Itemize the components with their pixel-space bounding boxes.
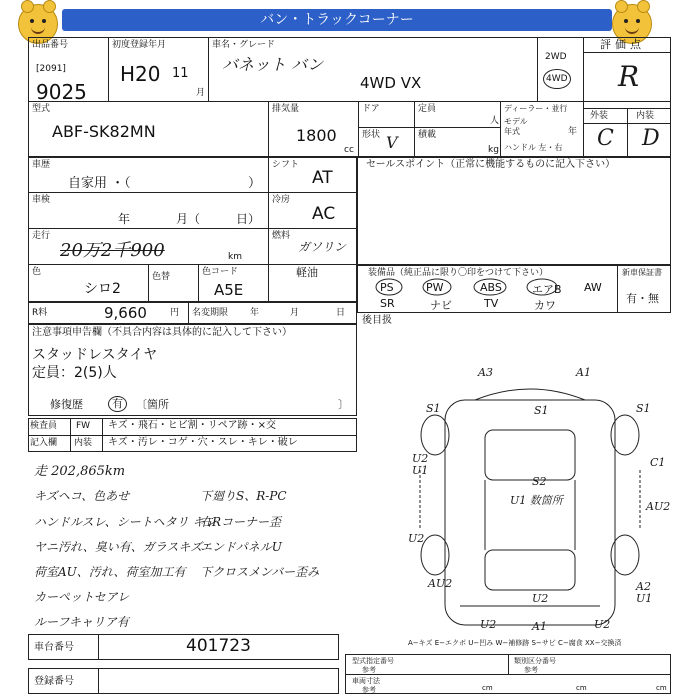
cert-dims: 車両寸法 <box>352 677 380 685</box>
inspector-label: 検査員 <box>30 421 58 431</box>
mark-u2-bottom: U2 <box>532 592 549 605</box>
equip-leather: カワ <box>534 299 556 312</box>
inspector-note-r0: 下廻りS、R-PC <box>200 489 287 503</box>
model-grade-label: 車名・グレード <box>212 40 276 50</box>
chassis-block <box>28 634 339 660</box>
repair-close: 〕 <box>338 398 349 411</box>
sales-block <box>357 157 671 265</box>
rating-ext: C <box>597 126 614 151</box>
name-change-label: 名変期限 <box>192 308 229 318</box>
mark-u2-bl: U2 <box>480 618 497 631</box>
repair-value: 有 <box>108 396 127 412</box>
mileage-label: 走行 <box>32 231 51 241</box>
history-label: 車歴 <box>32 160 51 170</box>
name-change-month: 月 <box>290 308 300 318</box>
drive-2wd: 2WD <box>545 52 567 62</box>
displacement-value: 1800 <box>296 126 337 145</box>
color-change-label: 色替 <box>152 272 171 282</box>
chassis-value: 401723 <box>186 636 251 656</box>
fuel-label: 燃料 <box>272 231 291 241</box>
mark-u2-left2: U2 <box>408 532 425 545</box>
recycle-label: 新車保証書 <box>622 268 662 277</box>
mark-a1-top: A1 <box>576 366 591 379</box>
mark-c1: C1 <box>650 456 666 469</box>
price-unit: 円 <box>170 308 180 318</box>
inspector-note-6: ルーフキャリア有 <box>34 615 129 629</box>
equip-navi: ナビ <box>430 299 452 312</box>
rating-value: R <box>618 60 640 93</box>
cert-label2: 類別区分番号 <box>514 657 556 665</box>
page-title: バン・トラックコーナー <box>62 9 612 31</box>
mark-s2: S2 <box>532 475 547 488</box>
notes-label: 注意事項申告欄（不具合内容は具体的に記入して下さい） <box>32 327 292 338</box>
reg-label: 登録番号 <box>34 676 74 687</box>
inspector-note-r3: 下クロスメンバー歪み <box>200 565 320 579</box>
inspector-note-5: カーペットセアレ <box>34 590 130 604</box>
equip-aw: AW <box>584 281 602 294</box>
repair-label: 修復歴 <box>50 398 83 411</box>
load-unit: kg <box>488 145 499 155</box>
rating-int-label: 内装 <box>636 111 655 121</box>
sales-label: セールスポイント（正常に機能するものに記入下さい） <box>366 159 616 170</box>
reg-block <box>28 668 339 694</box>
lot-label: 出品番号 <box>32 40 69 50</box>
entry-label: 記入欄 <box>30 438 58 448</box>
mark-a1-bottom: A1 <box>532 620 547 633</box>
mark-a3: A3 <box>478 366 493 379</box>
color-code-label: 色コード <box>202 267 239 277</box>
damage-legend: A−キズ E−エクボ U−凹み W−補修跡 S−サビ C−腐食 XX−交換済 <box>408 639 622 647</box>
color-value: シロ2 <box>84 281 121 297</box>
load-label: 積載 <box>418 130 437 140</box>
chassis-label: 車台番号 <box>34 642 74 653</box>
inspector-note-r2: エンドパネルU <box>200 540 282 554</box>
displacement-label: 排気量 <box>272 104 300 114</box>
type-label: 型式 <box>32 104 51 114</box>
doors-label: ドア <box>362 104 380 114</box>
inspector-note-1: キズヘコ、色あせ <box>34 489 130 503</box>
inspect-row2: キズ・汚レ・コゲ・穴・スレ・キレ・破レ <box>108 437 298 448</box>
interior-label: 内装 <box>74 438 93 448</box>
mark-u2-br: U2 <box>594 618 611 631</box>
mark-u1-many: U1 数箇所 <box>510 494 563 507</box>
mileage-unit: km <box>228 252 242 262</box>
mark-au2-right: AU2 <box>646 500 671 513</box>
mark-u2-left: U2 <box>412 452 429 465</box>
repair-suffix: 〔箇所 <box>136 398 169 411</box>
first-reg-label: 初度登録年月 <box>112 40 167 50</box>
rear-seat-label: 後目扱 <box>362 315 392 326</box>
history-value: 自家用 ・（ <box>68 176 131 191</box>
capacity-label: 定員 <box>418 104 437 114</box>
cert-unit-2: cm <box>576 684 587 692</box>
cert-ref2: 参考 <box>524 666 538 674</box>
inspector-note-0: 走 202,865km <box>34 464 126 479</box>
mileage-value: 20万2千900 <box>60 240 165 261</box>
mark-s1-left: S1 <box>426 402 441 415</box>
fuel-diesel: 軽油 <box>296 266 318 279</box>
equip-airbag: エアB <box>532 283 562 296</box>
price-label: R料 <box>32 308 48 318</box>
equip-pw: PW <box>426 281 444 294</box>
inspection-month: 月（ <box>176 212 201 226</box>
inspector-note-4: 荷室AU、汚れ、荷室加工有 <box>34 565 186 579</box>
equipment-label: 装備品（純正品に限り〇印をつけて下さい） <box>368 268 549 278</box>
inspection-day: 日） <box>236 212 261 226</box>
model-name: バネット バン <box>222 55 324 74</box>
dealer-label: ディーラー・並行 <box>504 104 568 113</box>
name-change-day: 日 <box>336 308 346 318</box>
mark-s1-top: S1 <box>534 404 549 417</box>
equip-ps: PS <box>380 281 394 294</box>
first-reg-month-suffix: 月 <box>196 88 206 98</box>
inspection-year: 年 <box>118 212 131 226</box>
cooler-value: AC <box>312 204 336 224</box>
capacity-unit: 人 <box>490 116 500 126</box>
cert-ref1: 参考 <box>362 666 376 674</box>
shape-value: V <box>386 133 398 152</box>
color-code: A5E <box>214 281 244 299</box>
shape-label: 形状 <box>362 130 381 140</box>
history-close: ） <box>248 176 262 191</box>
lot-sub: [2091] <box>36 64 66 74</box>
inspector-note-3: ヤニ汚れ、臭い有、ガラスキズ <box>34 540 203 554</box>
cert-label1: 型式指定番号 <box>352 657 394 665</box>
fw-label: FW <box>76 421 91 431</box>
equip-abs: ABS <box>480 281 502 294</box>
name-change-year: 年 <box>250 308 260 318</box>
mark-a2: A2 <box>636 580 651 593</box>
model-grade: 4WD VX <box>360 74 422 92</box>
model-year-unit: 年 <box>568 127 578 137</box>
shift-value: AT <box>312 168 333 188</box>
displacement-unit: cc <box>344 145 354 155</box>
equipment-circles <box>357 265 617 313</box>
cert-ref3: 参考 <box>362 686 376 694</box>
handle-label: ハンドル 左・右 <box>504 143 563 152</box>
mark-s1-right: S1 <box>636 402 651 415</box>
first-reg-year: H20 <box>120 62 161 86</box>
inspection-label: 車検 <box>32 195 51 205</box>
rating-ext-label: 外装 <box>590 111 609 121</box>
lot-number: 9025 <box>36 80 87 104</box>
recycle-value: 有・無 <box>626 292 659 305</box>
rating-label: 評価点 <box>600 38 645 51</box>
model-year-label: モデル年式 <box>504 117 528 136</box>
mark-u1-left: U1 <box>412 464 429 477</box>
mark-au2-left: AU2 <box>428 577 453 590</box>
drive-4wd: 4WD <box>543 69 571 89</box>
cooler-label: 冷房 <box>272 195 291 205</box>
inspector-note-r1: 右Rコーナー歪 <box>200 515 282 529</box>
price-value: 9,660 <box>104 304 147 322</box>
first-reg-month: 11 <box>172 66 189 81</box>
equip-sr: SR <box>380 297 395 310</box>
shift-label: シフト <box>272 160 300 170</box>
type-value: ABF-SK82MN <box>52 122 156 141</box>
inspector-note-2: ハンドルスレ、シートヘタリ キレ <box>34 515 217 529</box>
mark-u1-right: U1 <box>636 592 653 605</box>
notes-line1: スタッドレスタイヤ <box>32 347 158 363</box>
cert-unit-1: cm <box>482 684 493 692</box>
fuel-gas: ガソリン <box>298 240 347 254</box>
rating-int: D <box>642 126 660 151</box>
cert-unit-3: cm <box>656 684 667 692</box>
equip-tv: TV <box>484 297 499 310</box>
inspect-row1: キズ・飛石・ヒビ割・リペア跡・×交 <box>108 420 276 431</box>
notes-line2: 定員：2(5)人 <box>32 365 117 381</box>
color-label: 色 <box>32 267 42 277</box>
